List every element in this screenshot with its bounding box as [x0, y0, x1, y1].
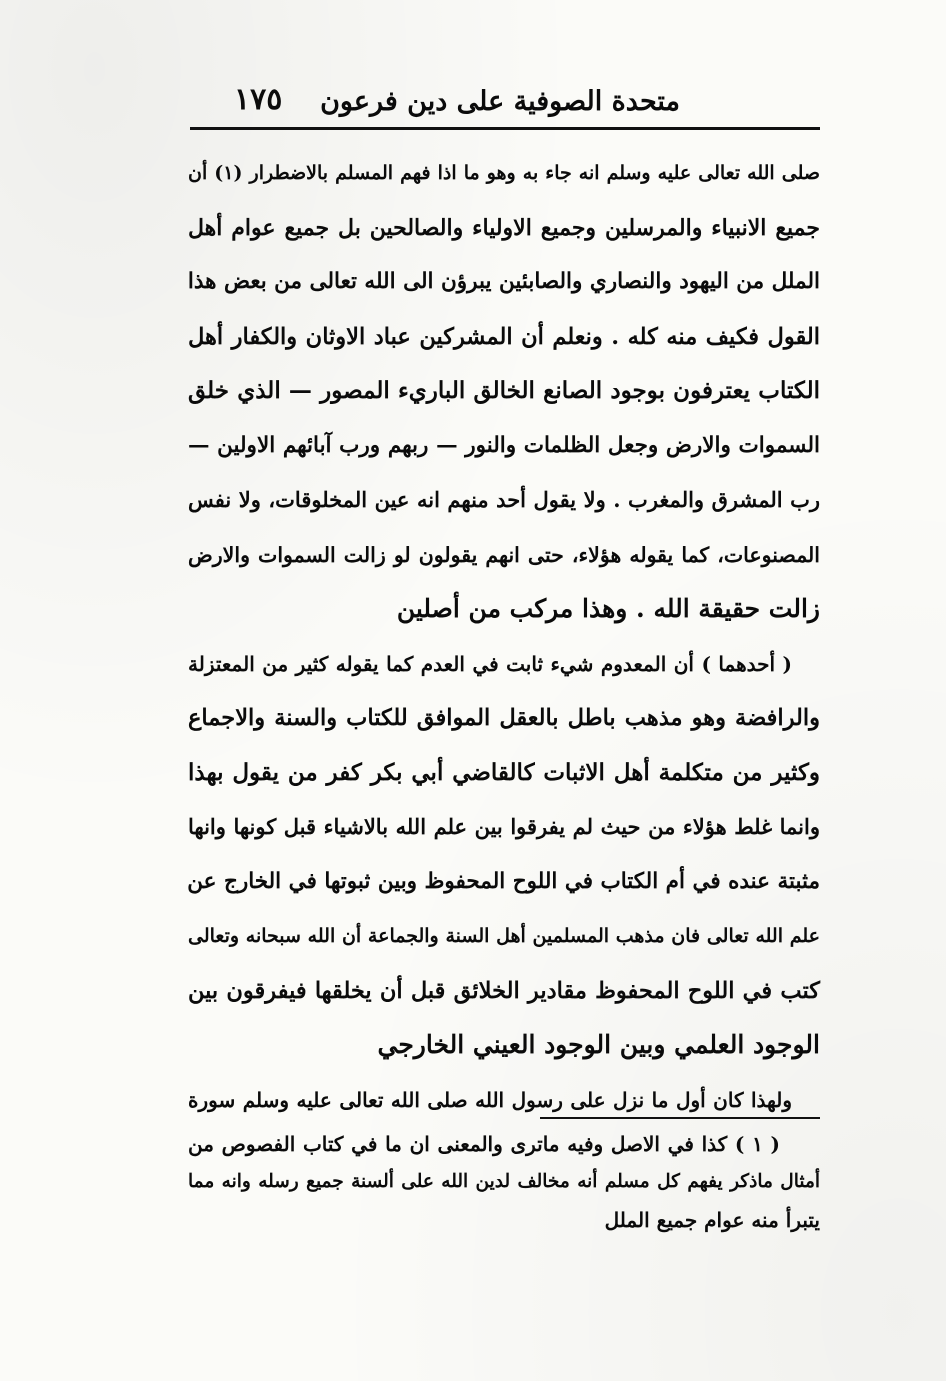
running-title: متحدة الصوفية على دين فرعون	[320, 86, 680, 117]
text-line: ولهذا كان أول ما نزل على رسول الله صلى الله تعالى عليه وسلم سورة	[188, 1087, 792, 1112]
footnote-line: ( ١ ) كذا في الاصل وفيه ماترى والمعنى ان ما في كتاب الفصوص من	[188, 1132, 780, 1156]
text-line: السموات والارض وجعل الظلمات والنور — ربهم ورب آبائهم الاولين —	[188, 432, 820, 458]
header-rule	[190, 127, 820, 130]
text-line: مثبتة عنده في أم الكتاب في اللوح المحفوظ وبين ثبوتها في الخارج عن	[187, 868, 820, 894]
footnote	[188, 1125, 820, 1239]
text-line: ( أحدهما ) أن المعدوم شيء ثابت في العدم كما يقوله كثير من المعتزلة	[188, 651, 792, 676]
footnote-line: يتبرأ منه عوام جميع الملل	[604, 1208, 820, 1232]
text-line: جميع الانبياء والمرسلين وجميع الاولياء والصالحين بل جميع عوام أهل	[188, 214, 820, 241]
text-line: رب المشرق والمغرب . ولا يقول أحد منهم انه عين المخلوقات، ولا نفس	[188, 487, 820, 512]
text-line: الكتاب يعترفون بوجود الصانع الخالق الباريء المصور — الذي خلق	[188, 377, 820, 404]
text-line: الملل من اليهود والنصاري والصابئين يبرؤن الى الله تعالى من بعض هذا	[187, 269, 820, 294]
footnote-rule	[540, 1117, 820, 1119]
text-line: الوجود العلمي وبين الوجود العيني الخارجي	[377, 1030, 820, 1059]
text-line: وكثير من متكلمة أهل الاثبات كالقاضي أبي بكر كفر من يقول بهذا	[188, 758, 820, 786]
page-number: ١٧٥	[234, 82, 283, 117]
text-line: وانما غلط هؤلاء من حيث لم يفرقوا بين علم الله بالاشياء قبل كونها وانها	[188, 814, 820, 839]
text-line: كتب في اللوح المحفوظ مقادير الخلائق قبل أن يخلقها فيفرقون بين	[188, 977, 820, 1004]
text-line: صلى الله تعالى عليه وسلم انه جاء به وهو ما اذا فهم المسلم بالاضطرار (١) أن	[188, 162, 820, 184]
footnote-line: أمثال ماذكر يفهم كل مسلم أنه مخالف لدين الله على ألسنة جميع رسله وانه مما	[188, 1171, 820, 1192]
text-line: القول فكيف منه كله . ونعلم أن المشركين عباد الاوثان والكفار أهل	[188, 323, 820, 350]
text-line: والرافضة وهو مذهب باطل بالعقل الموافق للكتاب والسنة والاجماع	[188, 705, 820, 731]
main-text	[188, 146, 820, 1127]
page-header	[190, 82, 820, 122]
text-line: زالت حقيقة الله . وهذا مركب من أصلين	[396, 594, 820, 623]
text-line: علم الله تعالى فان مذهب المسلمين أهل السنة والجماعة أن الله سبحانه وتعالى	[188, 925, 820, 947]
text-line: المصنوعات، كما يقوله هؤلاء، حتى انهم يقولون لو زالت السموات والارض	[188, 542, 820, 567]
